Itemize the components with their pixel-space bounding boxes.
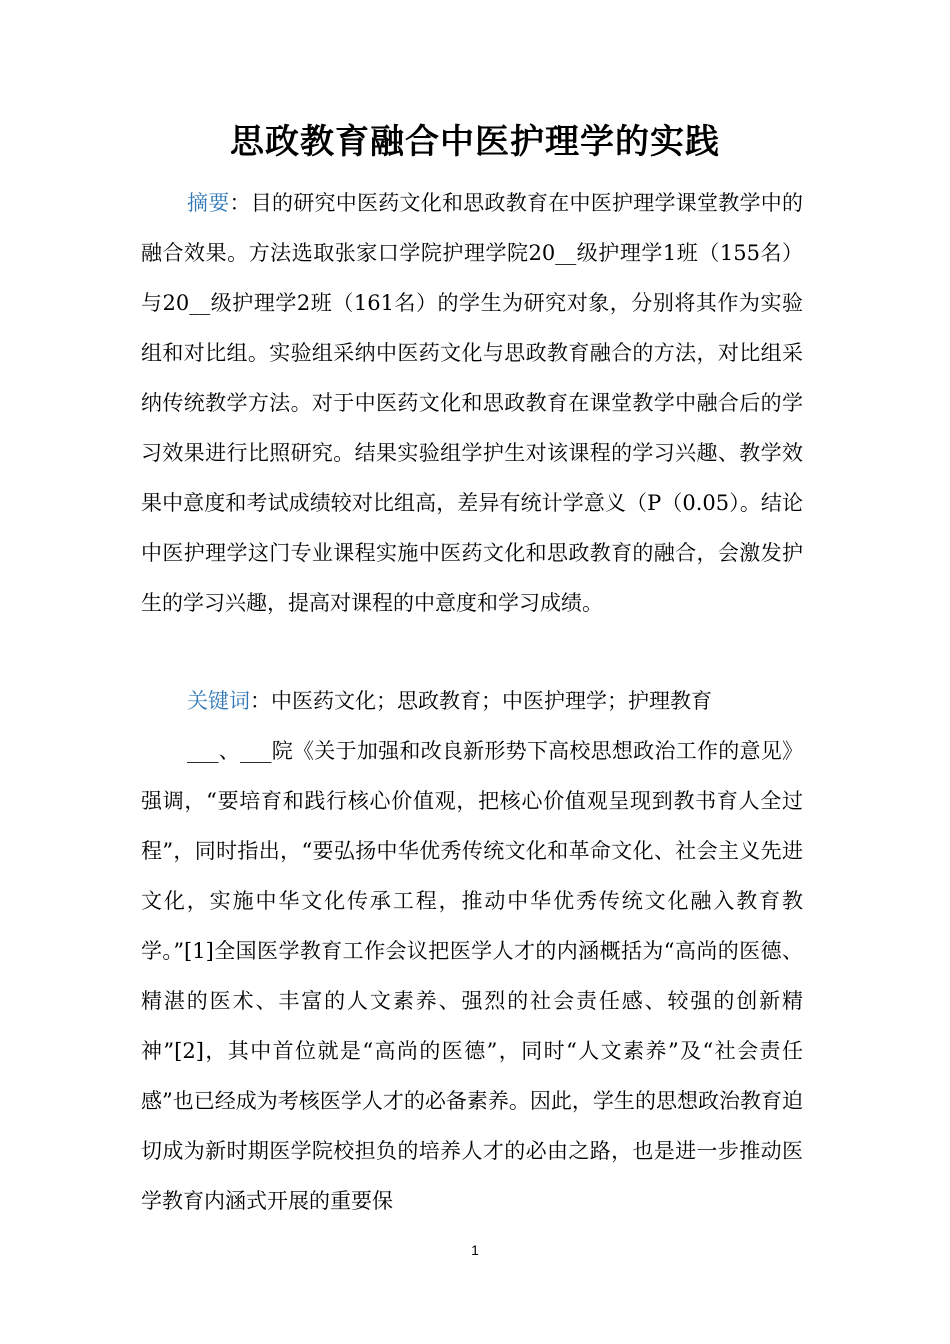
abstract-text: ：目的研究中医药文化和思政教育在中医护理学课堂教学中的融合效果。方法选取张家口学院护理学院20__级护理学1班（155名）与20__级护理学2班（161名）的学生为研究对象，分别将其作为实验组和对比组。实验组采纳中医药文化与思政教育融合的方法，对比组采纳传统教学方法。对于中医药文化和思政教育在课堂教学中融合后的学习效果进行比照研究。结果实验组学护生对该课程的学习兴趣、教学效果中意度和考试成绩较对比组高，差异有统计学意义（P（0.05）。结论中医护理学这门专业课程实施中医药文化和思政教育的融合，会激发护生的学习兴趣，提高对课程的中意度和学习成绩。 xyxy=(141,191,803,615)
abstract-label: 摘要 xyxy=(187,191,230,215)
keywords-text: ：中医药文化；思政教育；中医护理学；护理教育 xyxy=(250,689,712,713)
keywords-paragraph xyxy=(141,676,803,726)
keywords-label: 关键词 xyxy=(187,689,250,713)
page-number: 1 xyxy=(471,1242,479,1258)
abstract-paragraph xyxy=(141,178,803,628)
document-title: 思政教育融合中医护理学的实践 xyxy=(230,122,720,162)
body-paragraph: ___、___院《关于加强和改良新形势下高校思想政治工作的意见》强调，“要培育和践行核心价值观，把核心价值观呈现到教书育人全过程”，同时指出，“要弘扬中华优秀传统文化和革命文化、社会主义先进文化，实施中华文化传承工程，推动中华优秀传统文化融入教育教学。”[1]全国医学教育工作会议把医学人才的内涵概括为“高尚的医德、精湛的医术、丰富的人文素养、强烈的社会责任感、较强的创新精神”[2]，其中首位就是“高尚的医德”，同时“人文素养”及“社会责任感”也已经成为考核医学人才的必备素养。因此，学生的思想政治教育迫切成为新时期医学院校担负的培养人才的必由之路，也是进一步推动医学教育内涵式开展的重要保 xyxy=(141,739,803,1213)
